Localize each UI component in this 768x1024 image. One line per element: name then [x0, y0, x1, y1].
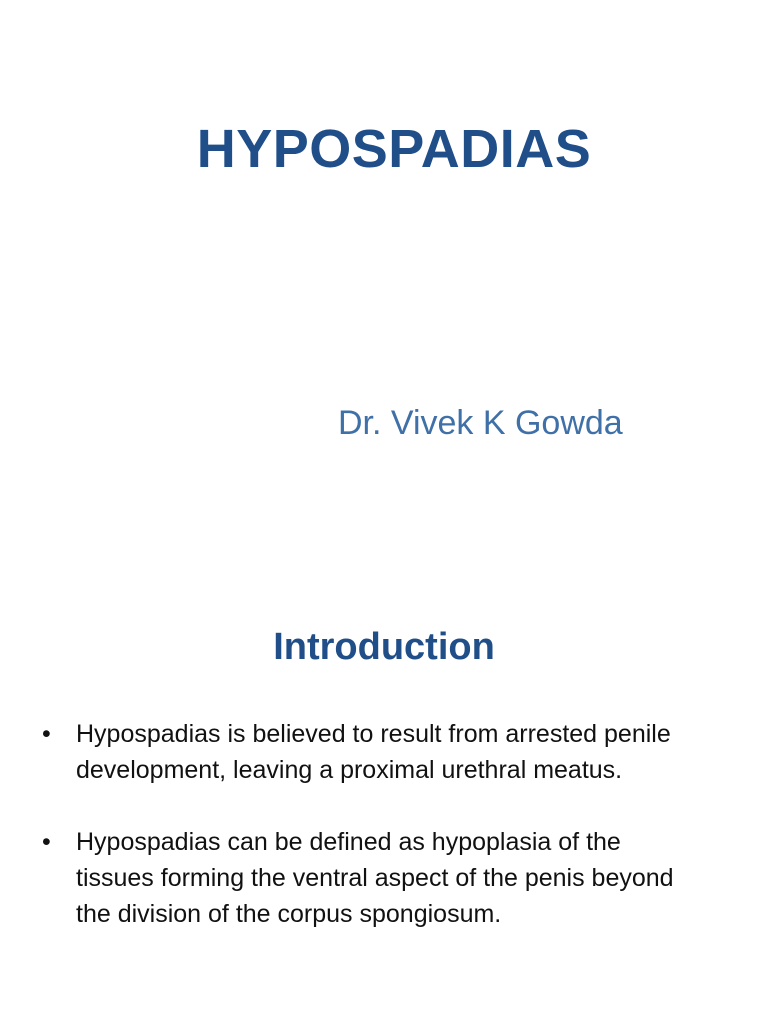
slide-title: HYPOSPADIAS: [196, 119, 592, 179]
bullet-list: [40, 716, 700, 968]
bullet-text: Hypospadias can be defined as hypoplasia of the tissues forming the ventral aspect of the penis beyond the division of the corpus spongiosum.: [76, 828, 674, 928]
bullet-icon: •: [42, 720, 51, 748]
section-heading: Introduction: [273, 626, 495, 668]
author-name: Dr. Vivek K Gowda: [338, 404, 623, 442]
bullet-text: Hypospadias is believed to result from arrested penile development, leaving a proximal urethral meatus.: [76, 720, 671, 784]
bullet-item: [40, 716, 700, 788]
bullet-item: [40, 824, 700, 932]
bullet-icon: •: [42, 828, 51, 856]
introduction-slide: [0, 576, 768, 1024]
